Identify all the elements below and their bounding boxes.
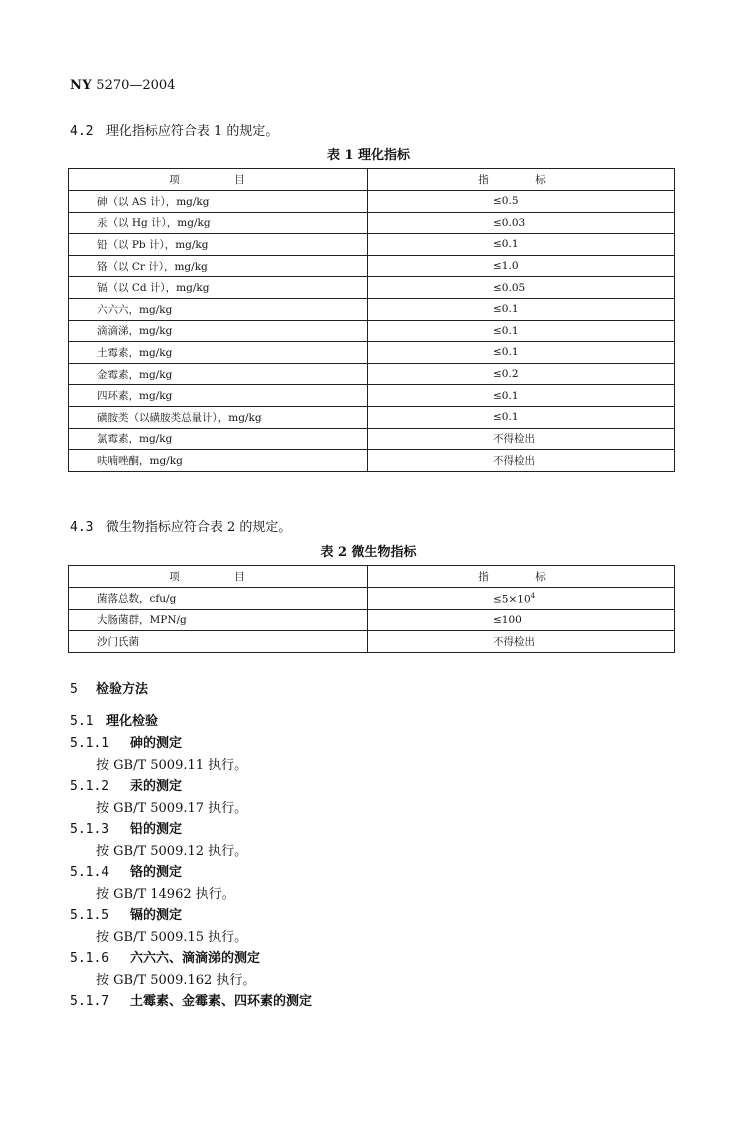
row-item: 镉（以 Cd 计），mg/kg <box>69 277 368 299</box>
subsection-heading <box>70 861 182 880</box>
row-item: 金霉素，mg/kg <box>69 363 368 385</box>
row-item: 铬（以 Cr 计），mg/kg <box>69 255 368 277</box>
table-row <box>69 385 675 407</box>
section-number: 5.1 <box>70 714 94 729</box>
table-row <box>69 277 675 299</box>
clause-number: 4.3 <box>70 520 94 535</box>
table-row <box>69 255 675 277</box>
subsection-number: 5.1.1 <box>70 736 110 751</box>
table-row <box>69 342 675 364</box>
subsection-body: 按 GB/T 5009.12 执行。 <box>96 843 248 859</box>
row-value: ≤0.03 <box>368 212 675 234</box>
subsection-heading <box>70 818 182 837</box>
table-row <box>69 588 675 610</box>
row-item: 六六六，mg/kg <box>69 298 368 320</box>
table-row <box>69 363 675 385</box>
subsection-number: 5.1.4 <box>70 865 110 880</box>
column-header-value: 指 标 <box>368 566 675 588</box>
table-row <box>69 406 675 428</box>
table-row <box>69 631 675 653</box>
row-value: $\le 5\times 10^4$ <box>368 588 675 610</box>
subsection-title: 土霉素、金霉素、四环素的测定 <box>130 994 313 1009</box>
table-row <box>69 234 675 256</box>
column-header-item: 项 目 <box>69 566 368 588</box>
page-header <box>70 78 175 93</box>
subsection-heading <box>70 775 182 794</box>
table1-physicochemical <box>68 168 675 472</box>
row-value: 不得检出 <box>368 631 675 653</box>
standard-number: 5270—2004 <box>92 78 176 93</box>
row-item: 四环素，mg/kg <box>69 385 368 407</box>
row-value: 不得检出 <box>368 450 675 472</box>
row-value: ≤1.0 <box>368 255 675 277</box>
table-header-row <box>69 566 675 588</box>
table2-caption: 表 2 微生物指标 <box>320 545 417 560</box>
clause-text: 微生物指标应符合表 2 的规定。 <box>105 520 292 535</box>
row-item: 汞（以 Hg 计），mg/kg <box>69 212 368 234</box>
subsection-heading <box>70 990 312 1009</box>
subsection-heading <box>70 904 182 923</box>
row-value: 不得检出 <box>368 428 675 450</box>
section-title: 检验方法 <box>96 682 149 697</box>
clause-4-2 <box>70 120 278 139</box>
section-number: 5 <box>70 682 78 697</box>
row-item: 砷（以 AS 计），mg/kg <box>69 191 368 213</box>
table-row <box>69 191 675 213</box>
row-item: 氯霉素，mg/kg <box>69 428 368 450</box>
subsection-body: 按 GB/T 5009.17 执行。 <box>96 800 248 816</box>
subsection-body: 按 GB/T 5009.11 执行。 <box>96 757 248 773</box>
row-item: 大肠菌群，MPN/g <box>69 609 368 631</box>
subsection-title: 铅的测定 <box>130 822 183 837</box>
row-item: 磺胺类（以磺胺类总量计），mg/kg <box>69 406 368 428</box>
table-row <box>69 320 675 342</box>
table2-microbiological <box>68 565 675 653</box>
row-item: 沙门氏菌 <box>69 631 368 653</box>
clause-text: 理化指标应符合表 1 的规定。 <box>105 124 279 139</box>
clause-number: 4.2 <box>70 124 94 139</box>
clause-4-3 <box>70 516 291 535</box>
table-header-row <box>69 169 675 191</box>
subsection-heading <box>70 947 260 966</box>
subsection-title: 镉的测定 <box>130 908 183 923</box>
row-value: ≤0.2 <box>368 363 675 385</box>
row-value: ≤0.1 <box>368 385 675 407</box>
row-value: ≤0.1 <box>368 320 675 342</box>
table-row <box>69 450 675 472</box>
subsection-number: 5.1.7 <box>70 994 110 1009</box>
table-row <box>69 609 675 631</box>
row-item: 滴滴涕，mg/kg <box>69 320 368 342</box>
subsection-heading <box>70 732 182 751</box>
subsection-number: 5.1.2 <box>70 779 110 794</box>
standard-prefix: NY <box>70 78 93 93</box>
row-item: 土霉素，mg/kg <box>69 342 368 364</box>
subsection-body: 按 GB/T 14962 执行。 <box>96 886 235 902</box>
section-5-1-heading <box>70 710 158 729</box>
subsection-number: 5.1.6 <box>70 951 110 966</box>
row-value: ≤0.1 <box>368 298 675 320</box>
section-5-heading <box>70 678 148 697</box>
subsection-title: 砷的测定 <box>130 736 183 751</box>
row-value: ≤100 <box>368 609 675 631</box>
subsection-title: 汞的测定 <box>130 779 183 794</box>
row-value: ≤0.05 <box>368 277 675 299</box>
table-row <box>69 298 675 320</box>
table-row <box>69 212 675 234</box>
row-value: ≤0.1 <box>368 234 675 256</box>
row-item: 菌落总数，cfu/g <box>69 588 368 610</box>
row-value: ≤0.5 <box>368 191 675 213</box>
row-value: ≤0.1 <box>368 342 675 364</box>
table1-caption: 表 1 理化指标 <box>326 148 411 163</box>
table-row <box>69 428 675 450</box>
subsection-number: 5.1.5 <box>70 908 110 923</box>
row-item: 呋喃唑酮，mg/kg <box>69 450 368 472</box>
row-value: ≤0.1 <box>368 406 675 428</box>
exponent: 4 <box>530 591 536 600</box>
subsection-body: 按 GB/T 5009.162 执行。 <box>96 972 256 988</box>
subsection-number: 5.1.3 <box>70 822 110 837</box>
column-header-value: 指 标 <box>368 169 675 191</box>
subsection-title: 铬的测定 <box>130 865 183 880</box>
column-header-item: 项 目 <box>69 169 368 191</box>
row-item: 铅（以 Pb 计），mg/kg <box>69 234 368 256</box>
subsection-title: 六六六、滴滴涕的测定 <box>130 951 261 966</box>
section-title: 理化检验 <box>106 714 159 729</box>
subsection-body: 按 GB/T 5009.15 执行。 <box>96 929 248 945</box>
